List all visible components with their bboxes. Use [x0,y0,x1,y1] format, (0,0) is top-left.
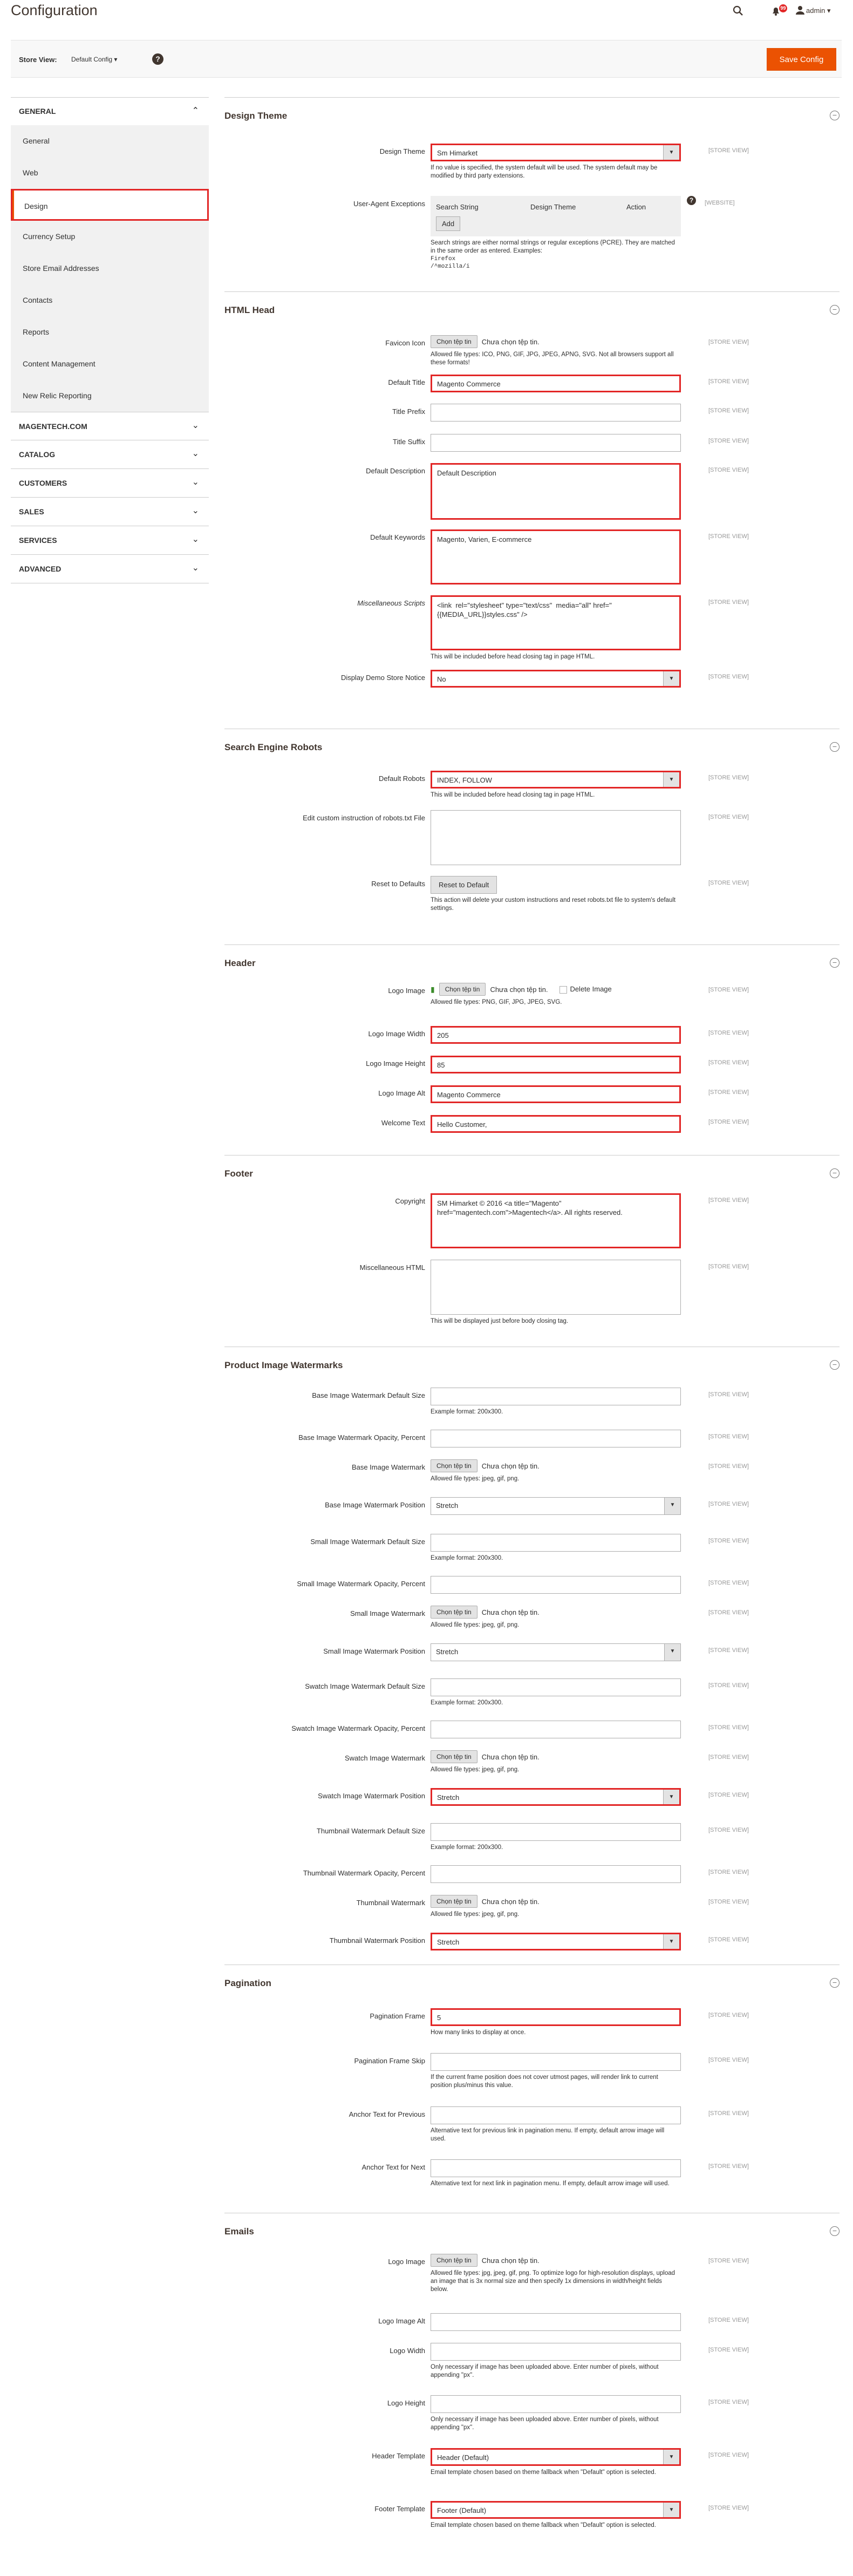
scope-label: [STORE VIEW] [708,599,749,606]
notification-badge: 99 [779,4,787,12]
scope-label: [STORE VIEW] [708,2452,749,2458]
field-label: Design Theme [379,147,425,155]
footer-template-select[interactable] [431,2501,681,2519]
thumb-wm-position-select[interactable] [431,1933,681,1950]
field-label: Title Prefix [392,407,425,416]
nav-group-advanced[interactable] [11,555,209,583]
collapse-icon[interactable]: − [830,305,840,315]
default-keywords-textarea[interactable]: Magento, Varien, E-commerce [431,529,681,584]
scope-label: [STORE VIEW] [708,378,749,385]
scope-label: [STORE VIEW] [708,1501,749,1507]
field-label: Title Suffix [393,438,425,446]
small-wm-opacity-input[interactable] [431,1576,681,1594]
scope-label: [STORE VIEW] [708,987,749,993]
dropdown-arrow-icon: ▼ [663,1934,679,1949]
scope-label: [STORE VIEW] [708,467,749,473]
scope-label: [STORE VIEW] [708,2399,749,2405]
field-label: Miscellaneous Scripts [357,599,425,607]
field-label: Base Image Watermark Position [325,1501,425,1509]
section-pagination [224,1965,840,2224]
file-status: Chưa chọn tệp tin. [490,985,548,994]
email-logo-height-input[interactable] [431,2395,681,2413]
field-label: Default Description [366,467,425,475]
scope-label: [STORE VIEW] [708,533,749,540]
nav-item-label: Store Email Addresses [23,264,99,273]
scope-label: [STORE VIEW] [708,1754,749,1761]
choose-file-button[interactable]: Chọn tệp tin [431,2254,477,2267]
store-view-bar [11,40,842,78]
dropdown-arrow-icon: ▼ [663,2503,679,2517]
field-note: Alternative text for next link in pagination menu. If empty, default arrow image will used. [431,2180,670,2187]
nav-group-title: ADVANCED [19,565,62,573]
scope-label: [STORE VIEW] [708,407,749,414]
section-title[interactable]: Header [224,958,256,968]
field-note: Allowed file types: jpeg, gif, png. [431,1622,520,1628]
choose-file-button[interactable]: Chọn tệp tin [431,1606,477,1619]
file-status: Chưa chọn tệp tin. [481,2256,540,2265]
section-header [224,944,840,1155]
field-note: Example format: 200x300. [431,1409,503,1415]
chevron-down-icon: ⌄ [192,449,199,458]
field-label: Edit custom instruction of robots.txt File [303,814,425,822]
field-label: Header Template [372,2452,425,2460]
small-wm-position-select[interactable] [431,1643,681,1661]
section-title[interactable]: Search Engine Robots [224,742,323,752]
field-label: Small Image Watermark Default Size [310,1538,425,1546]
field-note: Only necessary if image has been uploaded above. Enter number of pixels, without appending "px". [431,2416,659,2431]
search-icon[interactable] [733,5,743,19]
section-design-theme [224,97,840,291]
field-note: Allowed file types: jpeg, gif, png. [431,1911,520,1918]
dropdown-arrow-icon: ▼ [663,1790,679,1804]
field-label: Display Demo Store Notice [340,674,425,682]
scope-label: [STORE VIEW] [708,1580,749,1586]
chevron-down-icon: ⌄ [192,478,199,487]
misc-scripts-textarea[interactable]: <link rel="stylesheet" type="text/css" media="all" href="{{MEDIA_URL}}styles.css" /> [431,595,681,650]
field-label: Logo Width [390,2347,425,2355]
nav-general-items [11,125,209,412]
scope-label: [STORE VIEW] [708,1724,749,1731]
swatch-wm-size-input[interactable] [431,1678,681,1696]
scope-label: [STORE VIEW] [708,1899,749,1905]
store-view-switcher[interactable]: Default Config ▾ [71,56,118,63]
field-label: Pagination Frame Skip [354,2057,425,2065]
collapse-icon[interactable]: − [830,111,840,120]
user-icon[interactable] [795,5,805,18]
field-note: Example format: 200x300. [431,1700,503,1706]
collapse-icon[interactable]: − [830,742,840,752]
field-note: Email template chosen based on theme fallback when "Default" option is selected. [431,2522,656,2529]
field-note: Allowed file types: jpeg, gif, png. [431,1766,520,1773]
nav-group-services[interactable] [11,526,209,555]
section-footer [224,1155,840,1347]
dropdown-arrow-icon: ▼ [663,671,679,686]
nav-group-title: SERVICES [19,536,57,545]
collapse-icon[interactable]: − [830,2226,840,2236]
scope-label: [STORE VIEW] [708,1827,749,1833]
pagination-frame-input[interactable]: 5 [431,2008,681,2026]
choose-file-button[interactable]: Chọn tệp tin [431,1459,477,1472]
collapse-icon[interactable]: − [830,958,840,968]
default-description-textarea[interactable]: Default Description [431,463,681,520]
delete-image-checkbox[interactable] [559,985,611,994]
title-prefix-input[interactable] [431,404,681,422]
checkbox-label: Delete Image [570,985,612,994]
field-label: Pagination Frame [370,2012,425,2020]
field-note: Search strings are either normal strings or regular exceptions (PCRE). They are matched in the same order as entered. Examples: [431,240,675,254]
section-title[interactable]: Product Image Watermarks [224,1360,343,1370]
field-note: Allowed file types: PNG, GIF, JPG, JPEG, SVG. [431,999,562,1005]
swatch-wm-opacity-input[interactable] [431,1721,681,1738]
field-label: Default Keywords [370,533,425,541]
header-template-select[interactable] [431,2448,681,2466]
design-theme-select[interactable] [431,144,681,161]
nav-item-design[interactable] [11,189,209,221]
dropdown-arrow-icon: ▼ [663,772,679,787]
choose-file-button[interactable]: Chọn tệp tin [431,1895,477,1908]
field-note: This action will delete your custom instructions and reset robots.txt file to system's default settings. [431,897,676,912]
field-note: Only necessary if image has been uploaded above. Enter number of pixels, without appending "px". [431,2364,659,2378]
select-value: Stretch [436,1648,459,1656]
field-label: Welcome Text [381,1119,425,1127]
select-value: Stretch [437,1938,460,1946]
misc-html-textarea[interactable] [431,1260,681,1315]
field-label: Thumbnail Watermark Opacity, Percent [303,1869,425,1877]
nav-item-label: Content Management [23,359,95,368]
title-suffix-input[interactable] [431,434,681,452]
field-label: Copyright [395,1197,425,1205]
field-note: Alternative text for previous link in pagination menu. If empty, default arrow image will used. [431,2128,665,2142]
nav-item-store-email-addresses[interactable] [11,253,209,284]
section-title[interactable]: Footer [224,1168,253,1179]
select-value: Header (Default) [437,2453,489,2462]
column-header: Search String [436,203,479,211]
chevron-up-icon: ⌃ [192,106,199,115]
page-header [0,0,853,32]
page-title: Configuration [11,2,98,18]
field-label: Logo Image [388,987,425,995]
field-label: Swatch Image Watermark [344,1754,425,1762]
nav-group-title: SALES [19,507,44,516]
scope-label: [STORE VIEW] [708,1609,749,1616]
field-label: Logo Image Alt [378,2317,425,2325]
column-header: Design Theme [530,203,576,211]
nav-group-title: CATALOG [19,450,56,459]
file-status: Chưa chọn tệp tin. [481,1608,540,1616]
field-label: Swatch Image Watermark Opacity, Percent [291,1724,425,1732]
store-view-label: Store View: [19,56,57,64]
field-note: This will be included before head closing tag in page HTML. [431,654,595,660]
field-label: Anchor Text for Previous [349,2110,425,2118]
dropdown-arrow-icon: ▼ [664,1644,680,1661]
scope-label: [STORE VIEW] [708,2012,749,2018]
field-label: Swatch Image Watermark Default Size [305,1682,425,1690]
nav-item-label: Reports [23,328,50,336]
field-label: Footer Template [374,2505,425,2513]
field-note: Allowed file types: ICO, PNG, GIF, JPG, JPEG, APNG, SVG. Not all browsers support all these formats! [431,351,674,366]
thumb-wm-opacity-input[interactable] [431,1865,681,1883]
chevron-down-icon: ⌄ [192,535,199,544]
field-label: Favicon Icon [385,339,425,347]
checkbox-icon [559,986,567,994]
nav-item-label: Currency Setup [23,232,76,241]
nav-group-catalog[interactable] [11,440,209,469]
add-exception-button[interactable]: Add [436,216,460,231]
field-note: Allowed file types: jpeg, gif, png. [431,1476,520,1482]
nav-group-general[interactable] [11,97,209,125]
scope-label: [STORE VIEW] [708,438,749,444]
nav-item-web[interactable] [11,157,209,189]
swatch-wm-position-select[interactable] [431,1788,681,1806]
scope-label: [STORE VIEW] [708,2110,749,2117]
choose-file-button[interactable]: Chọn tệp tin [431,335,477,348]
field-note: This will be displayed just before body closing tag. [431,1318,569,1324]
admin-user-menu[interactable]: admin ▾ [806,6,831,15]
scope-label: [STORE VIEW] [708,1391,749,1398]
field-label: Miscellaneous HTML [359,1263,425,1272]
dropdown-arrow-icon: ▼ [663,145,679,160]
nav-item-currency-setup[interactable] [11,221,209,253]
field-label: Reset to Defaults [371,880,425,888]
field-label: Logo Image Width [368,1030,425,1038]
base-wm-size-input[interactable] [431,1388,681,1405]
scope-label: [STORE VIEW] [708,1119,749,1125]
default-title-input[interactable]: Magento Commerce [431,375,681,392]
field-label: Base Image Watermark Default Size [312,1391,425,1399]
column-header: Action [626,203,646,211]
logo-thumbnail-icon: ▮ [431,984,435,994]
section-title[interactable]: Pagination [224,1978,271,1988]
scope-label: [STORE VIEW] [708,1869,749,1875]
field-note: This will be included before head closing tag in page HTML. [431,792,595,798]
dropdown-arrow-icon: ▼ [663,2450,679,2464]
select-value: Footer (Default) [437,2506,487,2514]
field-label: Default Title [388,378,425,386]
scope-label: [STORE VIEW] [708,814,749,820]
robots-instructions-textarea[interactable] [431,810,681,865]
nav-group-title: MAGENTECH.COM [19,422,87,431]
select-value: INDEX, FOLLOW [437,776,492,784]
scope-label: [STORE VIEW] [708,1538,749,1544]
nav-item-label: Web [23,168,38,177]
nav-item-label: New Relic Reporting [23,391,92,400]
scope-label: [STORE VIEW] [708,2505,749,2511]
help-icon[interactable]: ? [687,196,696,205]
field-label: Small Image Watermark [350,1609,425,1617]
file-status: Chưa chọn tệp tin. [481,1897,540,1906]
dropdown-arrow-icon: ▼ [664,1498,680,1514]
scope-label: [STORE VIEW] [708,1059,749,1066]
nav-group-title: GENERAL [19,107,56,115]
field-label: Default Robots [379,774,425,783]
chevron-down-icon: ⌄ [192,421,199,430]
field-label: User-Agent Exceptions [353,200,425,208]
user-agent-table [431,196,694,236]
scope-label: [STORE VIEW] [708,2057,749,2063]
scope-label: [STORE VIEW] [708,147,749,154]
save-config-button[interactable]: Save Config [767,48,836,71]
default-robots-select[interactable] [431,771,681,789]
table-header [436,201,675,216]
scope-label: [STORE VIEW] [708,1936,749,1943]
field-label: Logo Image [388,2258,425,2266]
field-note: How many links to display at once. [431,2029,526,2036]
field-label: Small Image Watermark Position [323,1647,425,1655]
config-sidebar [11,97,209,583]
anchor-prev-input[interactable] [431,2106,681,2124]
example-text: Firefox [431,256,456,262]
field-note: Allowed file types: jpg, jpeg, gif, png. To optimize logo for high-resolution displays, upload an image that is 3x normal size and then specify 1x dimensions in width/height fields below. [431,2270,675,2293]
collapse-icon[interactable]: − [830,1978,840,1988]
nav-group-customers[interactable] [11,469,209,498]
base-wm-position-select[interactable] [431,1497,681,1515]
help-icon[interactable]: ? [152,53,163,65]
scope-label: [STORE VIEW] [708,2258,749,2264]
chevron-down-icon: ⌄ [192,506,199,515]
field-label: Logo Image Height [366,1059,425,1068]
choose-file-button[interactable]: Chọn tệp tin [431,1750,477,1763]
section-title[interactable]: Design Theme [224,111,288,121]
nav-item-general[interactable] [11,125,209,157]
thumb-wm-size-input[interactable] [431,1823,681,1841]
scope-label: [STORE VIEW] [708,1463,749,1470]
section-robots [224,729,840,944]
email-logo-alt-input[interactable] [431,2313,681,2331]
field-note: Example format: 200x300. [431,1555,503,1561]
scope-label: [STORE VIEW] [708,2347,749,2353]
scope-label: [STORE VIEW] [708,1682,749,1689]
scope-label: [STORE VIEW] [708,774,749,781]
scope-label: [STORE VIEW] [708,2163,749,2170]
demo-notice-select[interactable] [431,670,681,688]
scope-label: [STORE VIEW] [708,1263,749,1270]
nav-group-title: CUSTOMERS [19,479,67,487]
field-label: Thumbnail Watermark Default Size [316,1827,425,1835]
file-status: Chưa chọn tệp tin. [481,1462,540,1470]
nav-item-content-management[interactable] [11,348,209,380]
field-note: Email template chosen based on theme fallback when "Default" option is selected. [431,2469,656,2476]
nav-item-label: Contacts [23,296,53,304]
scope-label: [STORE VIEW] [708,674,749,680]
nav-item-reports[interactable] [11,316,209,348]
section-title[interactable]: HTML Head [224,305,275,315]
select-value: Sm Himarket [437,149,478,157]
email-logo-width-input[interactable] [431,2343,681,2361]
select-value: Stretch [436,1501,459,1510]
nav-item-label: Design [24,202,48,210]
collapse-icon[interactable]: − [830,1360,840,1370]
scope-label: [STORE VIEW] [708,339,749,345]
chevron-down-icon: ⌄ [192,563,199,573]
nav-item-new-relic-reporting[interactable] [11,380,209,412]
scope-label: [STORE VIEW] [708,2317,749,2323]
select-value: Stretch [437,1793,460,1802]
example-text: /^mozilla/i [431,263,470,270]
scope-label: [STORE VIEW] [708,880,749,886]
field-label: Thumbnail Watermark Position [329,1936,425,1945]
reset-to-default-button[interactable]: Reset to Default [431,876,497,894]
section-title[interactable]: Emails [224,2226,254,2237]
field-note: If the current frame position does not cover utmost pages, will render link to current position plus/minus this value. [431,2074,658,2089]
field-label: Anchor Text for Next [361,2163,425,2171]
choose-file-button[interactable]: Chọn tệp tin [439,983,486,996]
collapse-icon[interactable]: − [830,1168,840,1178]
scope-label: [WEBSITE] [705,200,735,206]
field-label: Logo Image Alt [378,1089,425,1097]
logo-alt-input[interactable]: Magento Commerce [431,1085,681,1103]
logo-width-input[interactable]: 205 [431,1026,681,1044]
anchor-next-input[interactable] [431,2159,681,2177]
field-label: Swatch Image Watermark Position [318,1792,425,1800]
copyright-textarea[interactable]: SM Himarket © 2016 <a title="Magento" href="magentech.com">Magentech</a>. All rights reserved. [431,1193,681,1248]
small-wm-size-input[interactable] [431,1534,681,1552]
nav-item-label: General [23,137,50,145]
field-label: Logo Height [387,2399,425,2407]
field-label: Base Image Watermark Opacity, Percent [298,1433,425,1442]
field-label: Base Image Watermark [351,1463,425,1471]
select-value: No [437,675,446,683]
nav-group-sales[interactable] [11,498,209,526]
nav-group-magentech[interactable] [11,412,209,440]
scope-label: [STORE VIEW] [708,1197,749,1204]
scope-label: [STORE VIEW] [708,1089,749,1096]
scope-label: [STORE VIEW] [708,1647,749,1654]
base-wm-opacity-input[interactable] [431,1430,681,1447]
scope-label: [STORE VIEW] [708,1792,749,1798]
file-status: Chưa chọn tệp tin. [481,1752,540,1761]
scope-label: [STORE VIEW] [708,1030,749,1036]
field-note: If no value is specified, the system default will be used. The system default may be modified by third party extensions. [431,165,658,179]
pagination-skip-input[interactable] [431,2053,681,2071]
welcome-text-input[interactable]: Hello Customer, [431,1115,681,1133]
section-emails [224,2213,840,2576]
scope-label: [STORE VIEW] [708,1433,749,1440]
logo-height-input[interactable]: 85 [431,1056,681,1073]
file-status: Chưa chọn tệp tin. [481,337,540,346]
nav-item-contacts[interactable] [11,284,209,316]
field-note: Example format: 200x300. [431,1844,503,1851]
field-label: Thumbnail Watermark [356,1899,425,1907]
field-label: Small Image Watermark Opacity, Percent [297,1580,425,1588]
